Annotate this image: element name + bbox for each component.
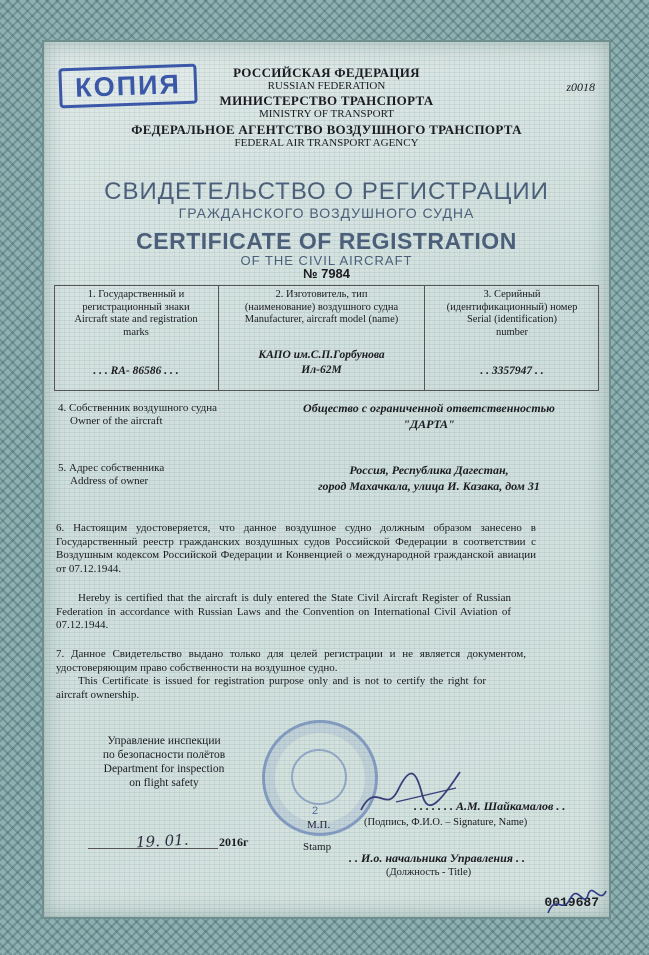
table-divider-2	[424, 285, 425, 391]
subtitle-en: OF THE CIVIL AIRCRAFT	[240, 253, 413, 268]
owner-value: Общество с ограниченной ответственностью "ДАРТА"	[303, 401, 555, 431]
ministry-en: MINISTRY OF TRANSPORT	[258, 108, 395, 120]
column-2-header: 2. Изготовитель, тип (наименование) воздушного судна Manufacturer, aircraft model (name)	[244, 289, 399, 325]
certificate-inner-frame	[42, 40, 611, 919]
table-bottom-line	[54, 390, 599, 391]
aircraft-model-value: Ил-62М	[301, 364, 342, 376]
country-ru: РОССИЙСКАЯ ФЕДЕРАЦИЯ	[233, 65, 420, 80]
seal-number: 2	[312, 805, 319, 817]
paragraph-7-ru: 7. Данное Свидетельство выдано только для целей регистрации и не является документом, удостоверяющим право собственности на воздушное судно.	[56, 648, 526, 674]
table-left-line	[54, 285, 55, 391]
serial-number-value: . . 3357947 . .	[480, 365, 544, 377]
subtitle-ru: ГРАЖДАНСКОГО ВОЗДУШНОГО СУДНА	[178, 205, 475, 221]
paragraph-6-en: Hereby is certified that the aircraft is duly entered the State Civil Aircraft Register of Russian Federation in accordance with Russian Laws and the Convention on International Civil Aviation of 07.12.1944.	[56, 592, 511, 631]
issue-date-handwritten: 19. 01.	[135, 830, 189, 852]
table-top-line	[54, 285, 599, 286]
paragraph-7-en: This Certificate is issued for registration purpose only and is not to certify the right for aircraft ownership.	[56, 675, 486, 701]
stamp-label-en: Stamp	[303, 841, 332, 853]
title-caption: (Должность - Title)	[386, 867, 472, 878]
signatory-name: . . . . . . . А.М. Шайкамалов . .	[414, 799, 566, 813]
paragraph-6-ru: 6. Настоящим удостоверяется, что данное воздушное судно должным образом занесено в Государственный реестр гражданских воздушных судов Российской Федерации в соответствии с Воздушным кодексом Российской Федерации и Конвенцией о международной гражданской авиации от 07.12.1944.	[56, 522, 536, 575]
department-block: Управление инспекции по безопасности полётов Department for inspection on flight safety	[102, 735, 226, 789]
owner-label: 4. Собственник воздушного судна Owner of the aircraft	[58, 402, 218, 427]
title-ru: СВИДЕТЕЛЬСТВО О РЕГИСТРАЦИИ	[104, 178, 549, 205]
signature-caption: (Подпись, Ф.И.О. – Signature, Name)	[364, 817, 528, 828]
country-en: RUSSIAN FEDERATION	[267, 80, 386, 92]
signatory-title: . . И.о. начальника Управления . .	[349, 851, 525, 865]
manufacturer-value: КАПО им.С.П.Горбунова	[258, 349, 385, 361]
agency-en: FEDERAL AIR TRANSPORT AGENCY	[234, 137, 419, 149]
copy-stamp: КОПИЯ	[58, 64, 197, 109]
registration-marks-value: . . . RA- 86586 . . .	[93, 365, 179, 377]
form-number: z0018	[566, 80, 595, 94]
address-value: Россия, Республика Дагестан, город Махачкала, улица И. Казака, дом 31	[318, 463, 540, 493]
ministry-ru: МИНИСТЕРСТВО ТРАНСПОРТА	[219, 93, 434, 108]
issue-year: 2016г	[219, 835, 249, 849]
column-3-header: 3. Серийный (идентификационный) номер Serial (identification) number	[446, 289, 578, 338]
seal-emblem-icon	[291, 749, 347, 805]
agency-ru: ФЕДЕРАЛЬНОЕ АГЕНТСТВО ВОЗДУШНОГО ТРАНСПОРТА	[131, 122, 522, 137]
handwritten-initials-icon	[544, 887, 609, 917]
title-en: CERTIFICATE OF REGISTRATION	[136, 228, 517, 254]
column-1-header: 1. Государственный и регистрационный знаки Aircraft state and registration marks	[74, 289, 198, 338]
stamp-label-ru: М.П.	[307, 819, 331, 831]
table-divider-1	[218, 285, 219, 391]
address-label: 5. Адрес собственника Address of owner	[58, 462, 165, 487]
footer-serial-number: 0019687	[544, 895, 599, 910]
table-right-line	[598, 285, 599, 391]
certificate-number: № 7984	[302, 266, 351, 281]
